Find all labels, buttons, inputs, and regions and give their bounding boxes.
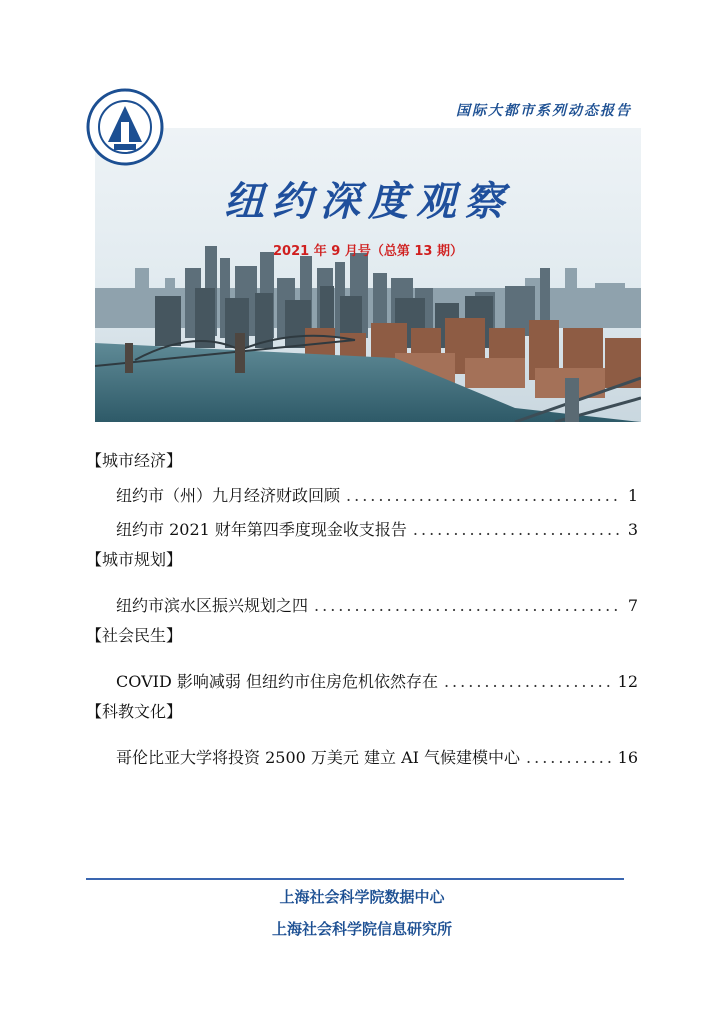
leader-dots [413,519,622,541]
toc-entry[interactable] [86,671,638,693]
section-heading: 【城市经济】 [86,451,183,470]
table-of-contents [86,450,638,769]
toc-entry-page: 7 [627,596,638,615]
series-title: 国际大都市系列动态报告 [456,103,632,119]
toc-section-education [86,701,638,769]
academy-logo [86,88,164,166]
footer-divider [86,878,624,880]
leader-dots [526,747,612,769]
toc-entry-title: 纽约市 2021 财年第四季度现金收支报告 [116,520,407,539]
section-heading: 【城市规划】 [86,550,183,569]
report-title: 纽约深度观察 [224,178,512,225]
toc-section-society [86,625,638,693]
toc-section-economy [86,450,638,541]
issue-number: 2021 年 9 月号（总第 13 期） [273,244,463,259]
toc-entry-title: 纽约市（州）九月经济财政回顾 [116,486,341,505]
toc-entry-title: 纽约市滨水区振兴规划之四 [116,596,309,615]
leader-dots [444,671,612,693]
toc-entry[interactable] [86,519,638,541]
toc-entry[interactable] [86,485,638,507]
toc-section-planning [86,549,638,617]
toc-entry-page: 1 [627,486,638,505]
toc-entry[interactable] [86,595,638,617]
leader-dots [346,485,622,507]
toc-entry-page: 12 [617,672,638,691]
toc-entry-page: 3 [627,520,638,539]
toc-entry-title: COVID 影响减弱 但纽约市住房危机依然存在 [116,672,438,691]
section-heading: 【科教文化】 [86,702,183,721]
section-heading: 【社会民生】 [86,626,183,645]
toc-entry[interactable] [86,747,638,769]
leader-dots [314,595,622,617]
toc-entry-title: 哥伦比亚大学将投资 2500 万美元 建立 AI 气候建模中心 [116,748,521,767]
toc-entry-page: 16 [617,748,638,767]
footer-org-2: 上海社会科学院信息研究所 [271,920,452,938]
footer-org-1: 上海社会科学院数据中心 [279,888,445,906]
